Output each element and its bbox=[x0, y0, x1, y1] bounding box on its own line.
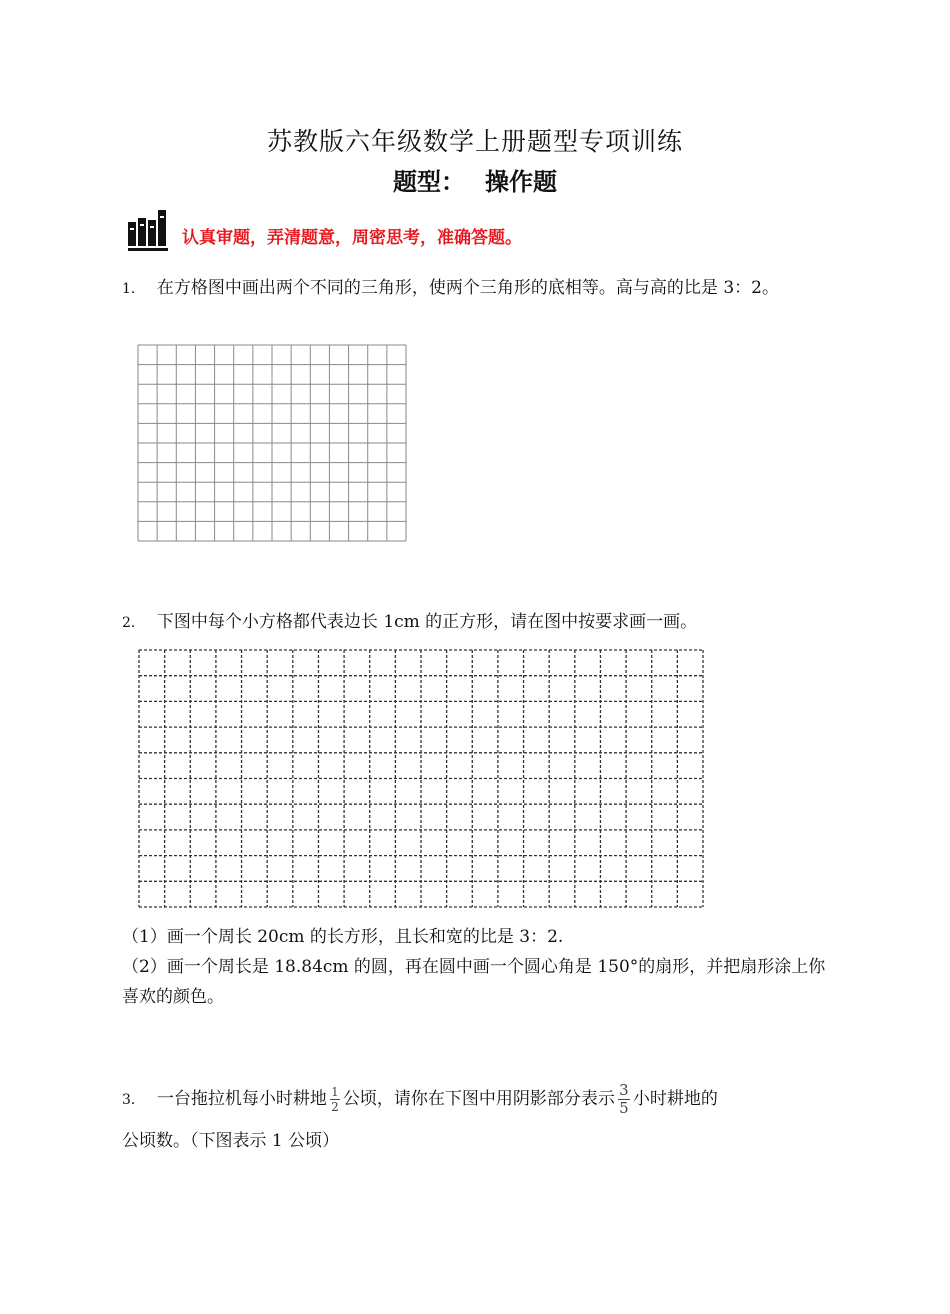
question-3-text-a: 一台拖拉机每小时耕地 bbox=[156, 1089, 327, 1109]
fraction-one-half bbox=[330, 1086, 340, 1113]
question-2-sub-2: （2）画一个周长是 18.84cm 的圆，再在圆中画一个圆心角是 150°的扇形，并把扇形涂上你喜欢的颜色。 bbox=[122, 957, 826, 1007]
fraction-numerator: 3 bbox=[619, 1081, 629, 1099]
question-2 bbox=[122, 606, 832, 639]
subtitle-label: 题型： bbox=[393, 168, 465, 196]
fraction-three-fifths bbox=[618, 1083, 630, 1116]
grid-1[interactable] bbox=[137, 344, 407, 542]
page-subtitle bbox=[0, 162, 950, 197]
question-3-line-2: 公顷数。（下图表示 1 公顷） bbox=[122, 1131, 340, 1151]
fraction-denominator: 5 bbox=[619, 1099, 629, 1117]
tip-text: 认真审题，弄清题意，周密思考，准确答题。 bbox=[182, 228, 522, 248]
question-2-sub-1: （1）画一个周长 20cm 的长方形，且长和宽的比是 3：2. bbox=[122, 927, 564, 947]
question-2-number: 2． bbox=[122, 615, 145, 631]
question-2-text: 下图中每个小方格都代表边长 1cm 的正方形，请在图中按要求画一画。 bbox=[156, 612, 698, 632]
page-title: 苏教版六年级数学上册题型专项训练 bbox=[266, 127, 683, 156]
question-2-subitems bbox=[122, 922, 832, 1012]
question-1-text: 在方格图中画出两个不同的三角形，使两个三角形的底相等。高与高的比是 3：2。 bbox=[156, 278, 779, 298]
question-1 bbox=[122, 272, 832, 305]
question-3-number: 3． bbox=[122, 1092, 145, 1108]
question-1-number: 1． bbox=[122, 281, 145, 297]
fraction-numerator: 1 bbox=[331, 1085, 339, 1099]
question-3-text-c: 小时耕地的 bbox=[632, 1089, 718, 1109]
fraction-denominator: 2 bbox=[331, 1100, 339, 1114]
books-icon bbox=[128, 208, 174, 252]
question-3 bbox=[122, 1083, 832, 1116]
subtitle-value: 操作题 bbox=[485, 168, 557, 196]
grid-2[interactable] bbox=[138, 649, 704, 908]
question-3-text-b: 公顷，请你在下图中用阴影部分表示 bbox=[342, 1089, 615, 1109]
